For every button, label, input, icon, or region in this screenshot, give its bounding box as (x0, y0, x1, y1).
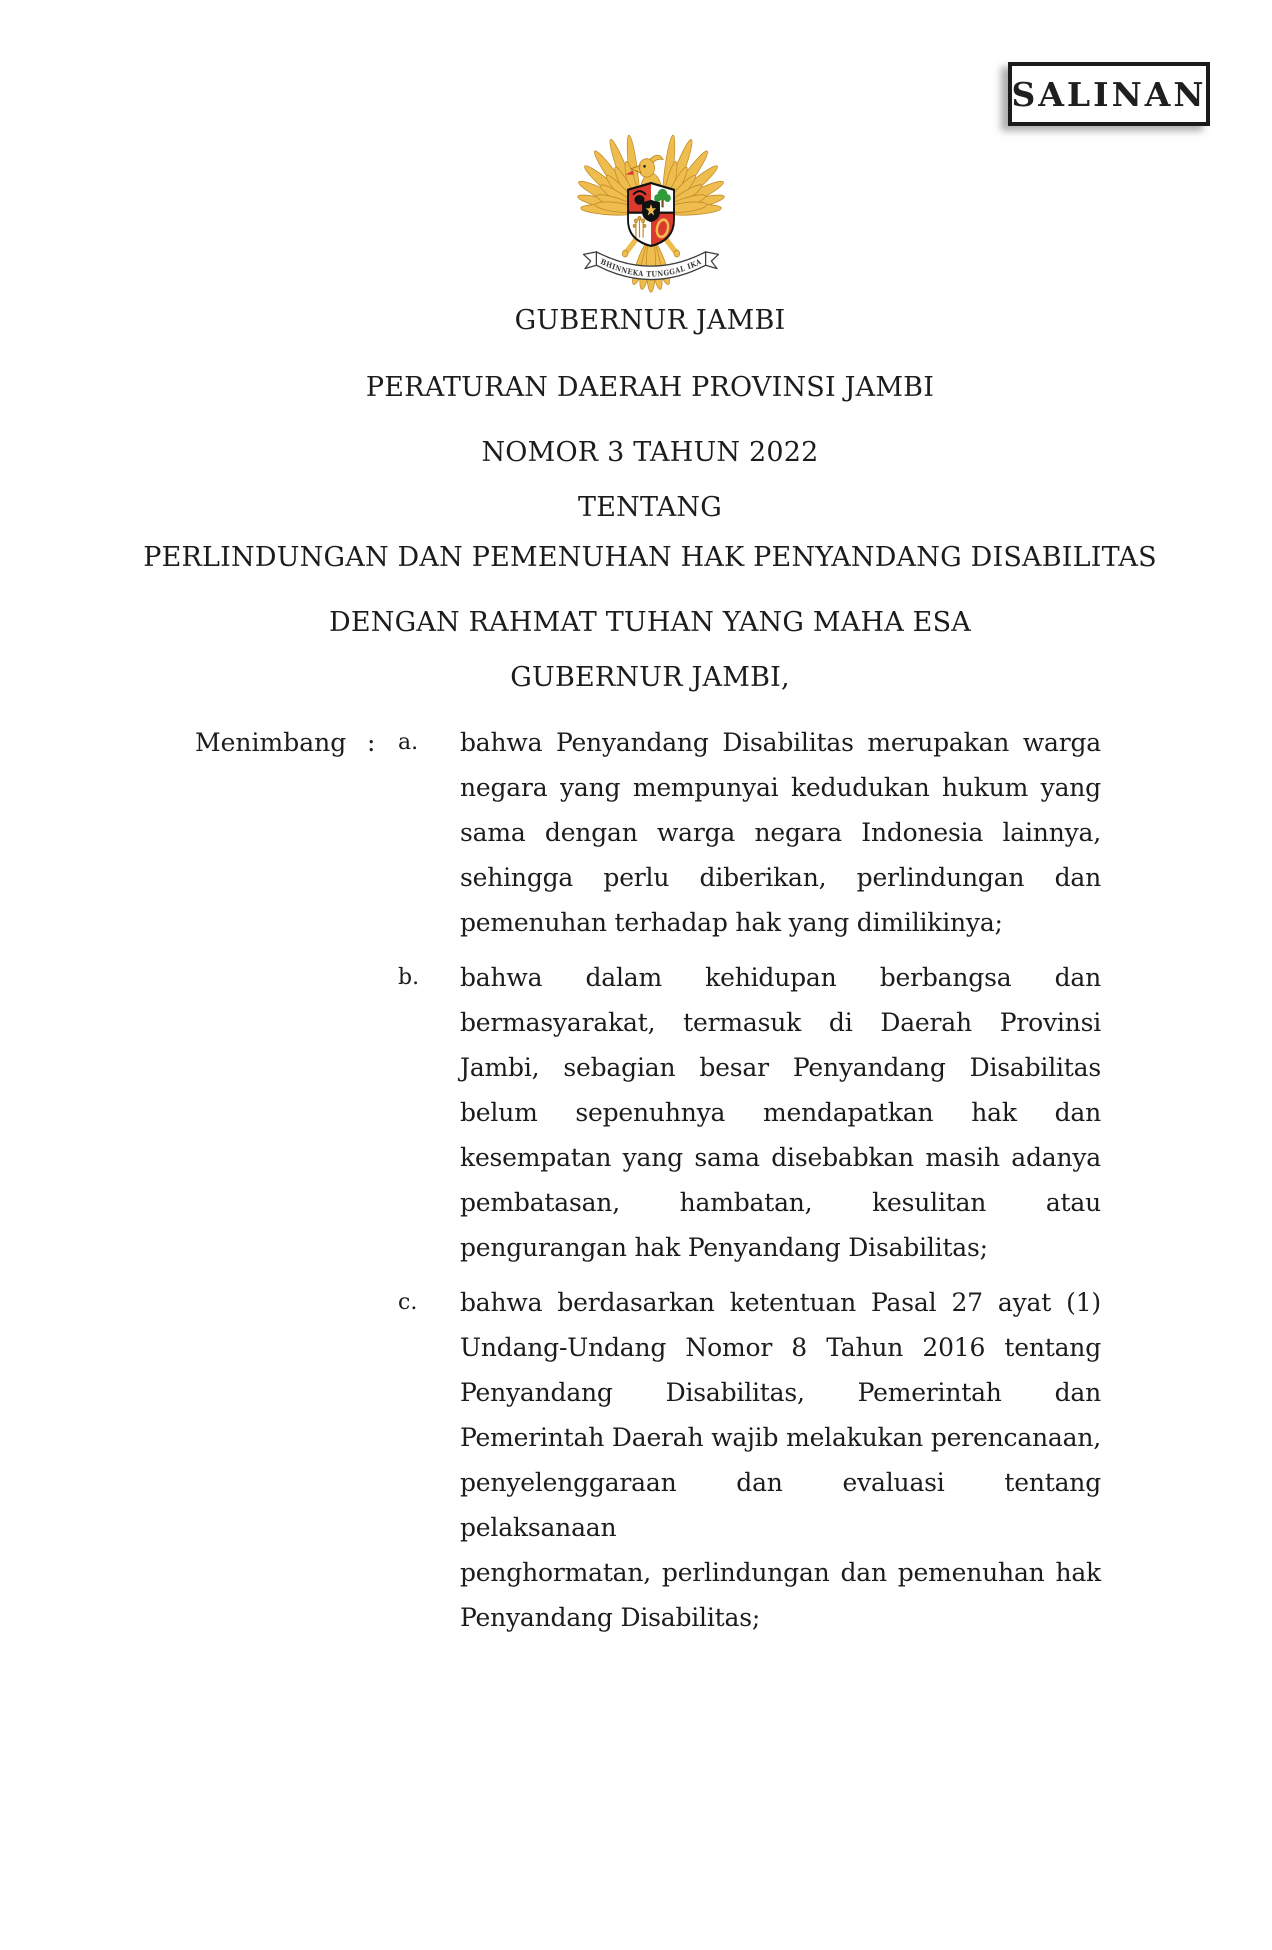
paragraph-line: penyelenggaraan dan evaluasi tentang pelaksanaan (460, 1468, 1101, 1542)
title-invocation: DENGAN RAHMAT TUHAN YANG MAHA ESA (329, 607, 971, 638)
considering-item-letter-b: b. (398, 965, 420, 990)
considering-label: Menimbang (195, 728, 347, 757)
title-subject: PERLINDUNGAN DAN PEMENUHAN HAK PENYANDANG DISABILITAS (143, 542, 1157, 573)
paragraph-line: pembatasan, hambatan, kesulitan atau (460, 1188, 1101, 1217)
considering-item-text-c (460, 1280, 1101, 1640)
considering-item-text-a (460, 720, 1101, 945)
salinan-stamp-label: SALINAN (1011, 74, 1207, 114)
paragraph-line: pemenuhan terhadap hak yang dimilikinya; (460, 908, 1003, 937)
paragraph-line: bahwa dalam kehidupan berbangsa dan (460, 963, 1101, 992)
pancasila-shield (628, 183, 674, 247)
paragraph-line: sama dengan warga negara Indonesia lainnya, (460, 818, 1101, 847)
paragraph-line: Penyandang Disabilitas, Pemerintah dan (460, 1378, 1101, 1407)
paragraph-line: sehingga perlu diberikan, perlindungan dan (460, 863, 1101, 892)
paragraph-line: belum sepenuhnya mendapatkan hak dan (460, 1098, 1101, 1127)
paragraph-line: Pemerintah Daerah wajib melakukan perencanaan, (460, 1423, 1101, 1452)
paragraph-line: kesempatan yang sama disebabkan masih adanya (460, 1143, 1101, 1172)
paragraph-line: Jambi, sebagian besar Penyandang Disabilitas (460, 1053, 1101, 1082)
paragraph-line: Undang-Undang Nomor 8 Tahun 2016 tentang (460, 1333, 1101, 1362)
paragraph-line: Penyandang Disabilitas; (460, 1603, 761, 1632)
paragraph-line: pengurangan hak Penyandang Disabilitas; (460, 1233, 988, 1262)
title-doc-type: PERATURAN DAERAH PROVINSI JAMBI (365, 372, 935, 403)
paragraph-line: penghormatan, perlindungan dan pemenuhan hak (460, 1558, 1101, 1587)
title-about-label: TENTANG (578, 492, 722, 523)
considering-item-text-b (460, 955, 1101, 1270)
title-authority: GUBERNUR JAMBI, (510, 662, 790, 693)
paragraph-line: bermasyarakat, termasuk di Daerah Provinsi (460, 1008, 1101, 1037)
garuda-emblem-svg (572, 126, 730, 298)
title-institution: GUBERNUR JAMBI (514, 305, 786, 336)
paragraph-line: bahwa berdasarkan ketentuan Pasal 27 ayat (1) (460, 1288, 1101, 1317)
emblem-motto-text: BHINNEKA TUNGGAL IKA (599, 256, 703, 279)
considering-item-letter-c: c. (398, 1290, 418, 1315)
garuda-pancasila-emblem (572, 126, 730, 298)
paragraph-line: bahwa Penyandang Disabilitas merupakan warga (460, 728, 1101, 757)
considering-item-letter-a: a. (398, 730, 419, 755)
title-number: NOMOR 3 TAHUN 2022 (481, 437, 819, 468)
considering-separator: : (367, 728, 376, 757)
salinan-stamp (1008, 62, 1210, 126)
paragraph-line: negara yang mempunyai kedudukan hukum yang (460, 773, 1101, 802)
